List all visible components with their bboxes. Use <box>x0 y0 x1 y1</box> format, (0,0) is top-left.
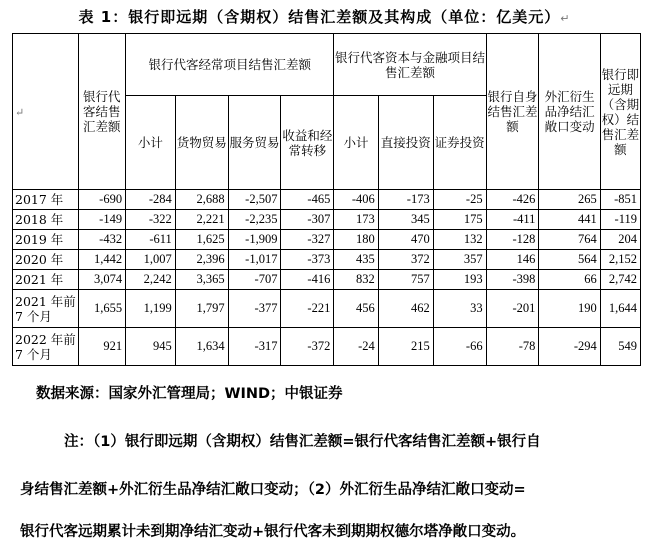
table-cell: 3,074 <box>78 270 126 290</box>
table-row <box>13 230 641 250</box>
row-label: 2017 年 <box>13 190 79 210</box>
table-cell: 357 <box>433 250 486 270</box>
table-cell: -416 <box>281 270 334 290</box>
header-direct-investment: 直接投资 <box>378 96 433 190</box>
table-cell: -78 <box>486 328 539 366</box>
row-label: 2022 年前 7 个月 <box>13 328 79 366</box>
corner-cell <box>13 34 79 190</box>
table-title <box>0 6 649 27</box>
table-cell: -373 <box>281 250 334 270</box>
table-cell: 3,365 <box>175 270 228 290</box>
table-cell: -327 <box>281 230 334 250</box>
table-cell: 456 <box>334 290 378 328</box>
table-cell: 146 <box>486 250 539 270</box>
table-cell: -307 <box>281 210 334 230</box>
table-cell: -611 <box>126 230 176 250</box>
table-cell: 2,152 <box>600 250 640 270</box>
table-cell: 945 <box>126 328 176 366</box>
table-cell: 190 <box>539 290 600 328</box>
table-cell: -173 <box>378 190 433 210</box>
table-cell: -24 <box>334 328 378 366</box>
header-capital-account-group: 银行代客资本与金融项目结售汇差额 <box>334 34 486 96</box>
table-cell: 462 <box>378 290 433 328</box>
table-cell: -372 <box>281 328 334 366</box>
table-cell: 764 <box>539 230 600 250</box>
table-cell: -1,909 <box>228 230 281 250</box>
fx-settlement-table <box>12 33 641 366</box>
table-cell: 1,007 <box>126 250 176 270</box>
table-row <box>13 328 641 366</box>
table-cell: 470 <box>378 230 433 250</box>
table-cell: 1,625 <box>175 230 228 250</box>
row-label: 2020 年 <box>13 250 79 270</box>
table-cell: -1,017 <box>228 250 281 270</box>
table-cell: -851 <box>600 190 640 210</box>
header-row-1 <box>13 34 641 96</box>
header-forward-total: 银行即远期（含期权）结售汇差额 <box>600 34 640 190</box>
table-cell: -690 <box>78 190 126 210</box>
table-cell: -322 <box>126 210 176 230</box>
note-line-3: 银行代客远期累计未到期净结汇变动+银行代客未到期期权德尔塔净敞口变动。 <box>20 524 526 540</box>
table-cell: 2,742 <box>600 270 640 290</box>
table-cell: 1,797 <box>175 290 228 328</box>
row-label: 2021 年前 7 个月 <box>13 290 79 328</box>
source-note: 数据来源：国家外汇管理局；WIND；中银证券 <box>36 386 343 402</box>
note-line-2: 身结售汇差额+外汇衍生品净结汇敞口变动；（2）外汇衍生品净结汇敞口变动= <box>20 482 526 498</box>
table-row <box>13 250 641 270</box>
table-cell: 372 <box>378 250 433 270</box>
table-cell: 345 <box>378 210 433 230</box>
table-cell: 173 <box>334 210 378 230</box>
table-cell: 1,655 <box>78 290 126 328</box>
table-row <box>13 190 641 210</box>
table-cell: -128 <box>486 230 539 250</box>
table-cell: 921 <box>78 328 126 366</box>
table-cell: 215 <box>378 328 433 366</box>
table-cell: -432 <box>78 230 126 250</box>
table-cell: 2,688 <box>175 190 228 210</box>
table-cell: -25 <box>433 190 486 210</box>
table-cell: 1,442 <box>78 250 126 270</box>
table-cell: 2,221 <box>175 210 228 230</box>
table-row <box>13 270 641 290</box>
table-cell: 441 <box>539 210 600 230</box>
table-cell: -411 <box>486 210 539 230</box>
table-cell: -149 <box>78 210 126 230</box>
table-cell: 1,644 <box>600 290 640 328</box>
return-mark-icon: ↵ <box>560 12 571 25</box>
table-cell: -2,235 <box>228 210 281 230</box>
table-cell: 564 <box>539 250 600 270</box>
header-ka-subtotal: 小计 <box>334 96 378 190</box>
table-cell: -284 <box>126 190 176 210</box>
header-goods-trade: 货物贸易 <box>175 96 228 190</box>
table-cell: 265 <box>539 190 600 210</box>
table-cell: 757 <box>378 270 433 290</box>
table-row <box>13 210 641 230</box>
table-cell: 1,199 <box>126 290 176 328</box>
table-cell: 549 <box>600 328 640 366</box>
table-cell: -221 <box>281 290 334 328</box>
table-cell: 2,242 <box>126 270 176 290</box>
note-line-1: 注：（1）银行即远期（含期权）结售汇差额=银行代客结售汇差额+银行自 <box>64 434 541 450</box>
table-cell: -2,507 <box>228 190 281 210</box>
table-row <box>13 290 641 328</box>
table-cell: 832 <box>334 270 378 290</box>
table-cell: 204 <box>600 230 640 250</box>
table-cell: -294 <box>539 328 600 366</box>
table-cell: -426 <box>486 190 539 210</box>
table-cell: -398 <box>486 270 539 290</box>
table-cell: -406 <box>334 190 378 210</box>
corner-mark: ↵ <box>15 105 25 119</box>
header-own-account: 银行自身结售汇差额 <box>486 34 539 190</box>
header-current-account-group: 银行代客经常项目结售汇差额 <box>126 34 334 96</box>
header-service-trade: 服务贸易 <box>228 96 281 190</box>
table-cell: 175 <box>433 210 486 230</box>
table-cell: -201 <box>486 290 539 328</box>
header-securities-investment: 证券投资 <box>433 96 486 190</box>
table-cell: -707 <box>228 270 281 290</box>
table-cell: 33 <box>433 290 486 328</box>
table-cell: -377 <box>228 290 281 328</box>
table-cell: -317 <box>228 328 281 366</box>
table-cell: 193 <box>433 270 486 290</box>
table-cell: 2,396 <box>175 250 228 270</box>
header-income-transfer: 收益和经常转移 <box>281 96 334 190</box>
table-cell: -66 <box>433 328 486 366</box>
row-label: 2019 年 <box>13 230 79 250</box>
header-derivatives: 外汇衍生品净结汇敞口变动 <box>539 34 600 190</box>
table-cell: 1,634 <box>175 328 228 366</box>
table-title-text: 表 1：银行即远期（含期权）结售汇差额及其构成（单位：亿美元） <box>78 8 561 26</box>
table-body <box>13 190 641 366</box>
table-cell: 66 <box>539 270 600 290</box>
header-ca-subtotal: 小计 <box>126 96 176 190</box>
table-cell: -119 <box>600 210 640 230</box>
table-cell: 435 <box>334 250 378 270</box>
table-cell: 132 <box>433 230 486 250</box>
table-cell: -465 <box>281 190 334 210</box>
row-label: 2018 年 <box>13 210 79 230</box>
header-client-fx-balance: 银行代客结售汇差额 <box>78 34 126 190</box>
table-cell: 180 <box>334 230 378 250</box>
row-label: 2021 年 <box>13 270 79 290</box>
